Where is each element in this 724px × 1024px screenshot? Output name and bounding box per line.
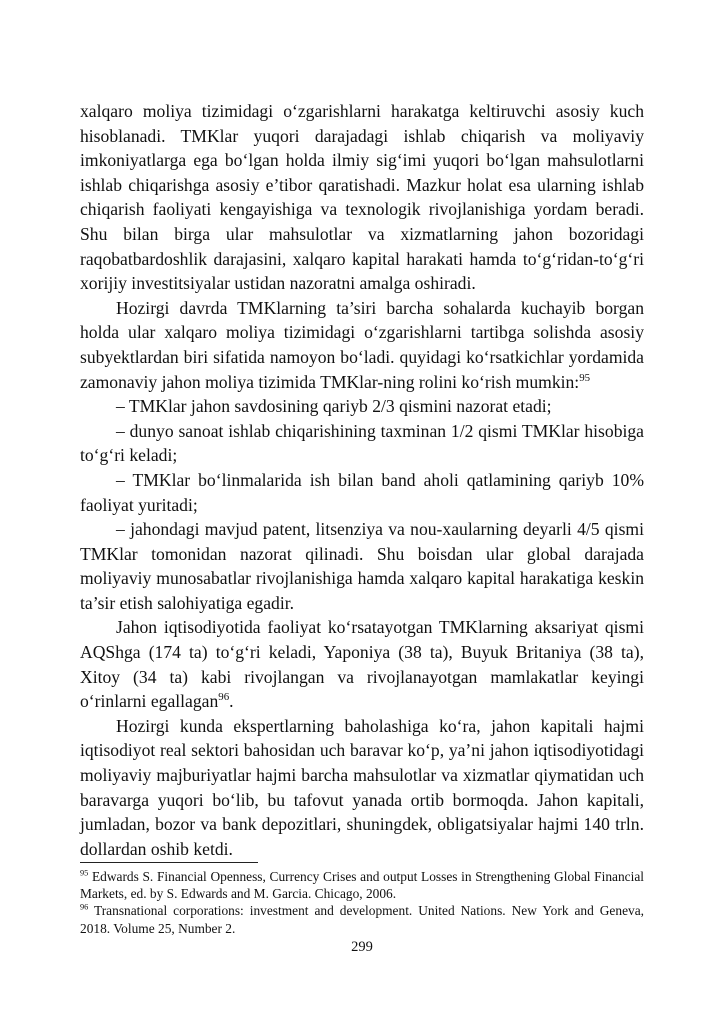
footnote-divider xyxy=(80,862,258,863)
list-item-trade: – TMKlar jahon savdosining qariyb 2/3 qismini nazorat etadi; xyxy=(116,396,552,417)
footnote-number: 95 xyxy=(80,868,89,878)
main-text xyxy=(80,99,644,861)
footnote-ref-95[interactable]: 95 xyxy=(579,371,591,384)
list-item-patents: – jahondagi mavjud patent, litsenziya va nou-xaularning deyarli 4/5 qismi TMKlar tomonidan nazorat qilinadi. Shu boisdan ular global darajada moliyaviy munosabatlar rivojlanishiga hamda xalqaro kapital harakatiga keskin ta’sir etish salohiyatiga egadir. xyxy=(80,519,644,613)
paragraph-countries: Jahon iqtisodiyotida faoliyat ko‘rsatayotgan TMKlarning aksariyat qismi AQShga (174 ta) to‘g‘ri keladi, Yaponiya (38 ta), Buyuk Britaniya (38 ta), Xitoy (34 ta) kabi rivojlangan va rivojlanayotgan mamlakatlar keyingi o‘rinlarni egallagan$^{96}$. xyxy=(80,617,644,712)
footnotes xyxy=(80,868,644,937)
footnote-number: 96 xyxy=(80,902,89,912)
footnote-text: Transnational corporations: investment and development. United Nations. New York and Geneva, 2018. Volume 25, Number 2. xyxy=(80,903,644,936)
page-number: 299 xyxy=(351,939,373,955)
footnote-text: Edwards S. Financial Openness, Currency Crises and output Losses in Strengthening Global Financial Markets, ed. by S. Edwards and M. Garcia. Chicago, 2006. xyxy=(80,869,644,902)
paragraph-continued: xalqaro moliya tizimidagi o‘zgarishlarni harakatga keltiruvchi asosiy kuch hisoblanadi. TMKlar yuqori darajadagi ishlab chiqarish va moliyaviy imkoniyatlarga ega bo‘lgan holda ilmiy sig‘imi yuqori bo‘lgan mahsulotlarni ishlab chiqarishga asosiy e’tibor qaratishadi. Mazkur holat esa ularning ishlab chiqarish faoliyati kengayishiga va texnologik rivojlanishiga yordam beradi. Shu bilan birga ular mahsulotlar va xizmatlarning jahon bozoridagi raqobatbardoshlik darajasini, xalqaro kapital harakati hamda to‘g‘ridan-to‘g‘ri xorijiy investitsiyalar ustidan nazoratni amalga oshiradi. xyxy=(80,101,644,294)
paragraph-capital: Hozirgi kunda ekspertlarning baholashiga ko‘ra, jahon kapitali hajmi iqtisodiyot real sektori bahosidan uch baravar ko‘p, ya’ni jahon iqtisodiyotidagi moliyaviy majburiyatlar hajmi barcha mahsulotlar va xizmatlar qiymatidan uch baravarga yuqori bo‘lib, bu tafovut yanada ortib bormoqda. Jahon kapitali, jumladan, bozor va bank depozitlari, shuningdek, obligatsiyalar hajmi 140 trln. dollardan oshib ketdi. xyxy=(80,715,644,859)
list-item-industry: – dunyo sanoat ishlab chiqarishining taxminan 1/2 qismi TMKlar hisobiga to‘g‘ri keladi; xyxy=(80,420,644,466)
footnote-96 xyxy=(80,902,644,936)
footnote-ref-96[interactable]: 96 xyxy=(218,691,230,704)
list-item-employment: – TMKlar bo‘linmalarida ish bilan band aholi qatlamining qariyb 10% faoliyat yuritadi; xyxy=(80,469,644,515)
footnote-95 xyxy=(80,868,644,902)
paragraph-tmk-role: Hozirgi davrda TMKlarning ta’siri barcha sohalarda kuchayib borgan holda ular xalqaro moliya tizimidagi o‘zgarishlarni tartibga solishda asosiy subyektlardan biri sifatida namoyon bo‘ladi. quyidagi ko‘rsatkichlar yordamida zamonaviy jahon moliya tizimida TMKlar-ning rolini ko‘rish mumkin:$^{95}$ xyxy=(80,297,644,392)
